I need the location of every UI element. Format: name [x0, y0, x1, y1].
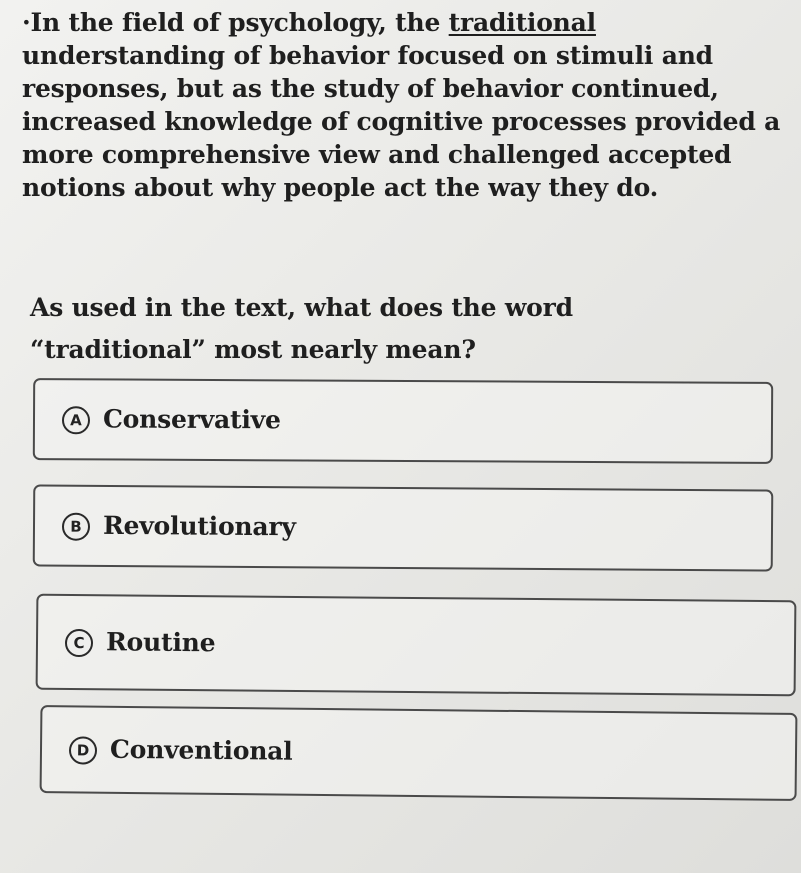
- passage-text: [22, 6, 782, 204]
- underlined-word: traditional: [448, 8, 596, 37]
- answer-option-a[interactable]: [33, 378, 773, 464]
- question-prompt: As used in the text, what does the word “traditional” most nearly mean?: [30, 293, 573, 364]
- option-label: Conservative: [102, 404, 281, 435]
- option-letter-badge: D: [69, 736, 97, 764]
- option-letter-badge: B: [62, 513, 90, 541]
- option-label: Revolutionary: [102, 510, 296, 542]
- option-label: Conventional: [109, 734, 293, 766]
- answer-option-c[interactable]: [36, 594, 797, 697]
- passage-lead: ·In the field of psychology, the: [22, 8, 449, 37]
- answer-option-d[interactable]: [40, 705, 798, 801]
- answer-option-b[interactable]: [33, 484, 774, 571]
- option-label: Routine: [105, 627, 216, 658]
- option-letter-badge: C: [65, 629, 93, 657]
- option-letter-badge: A: [62, 406, 90, 434]
- passage-rest: understanding of behavior focused on stimuli and responses, but as the study of behavior continued, increased knowledge of cognitive processes provided a more comprehensive view and challenged accepted notions about why people act the way they do.: [22, 41, 781, 202]
